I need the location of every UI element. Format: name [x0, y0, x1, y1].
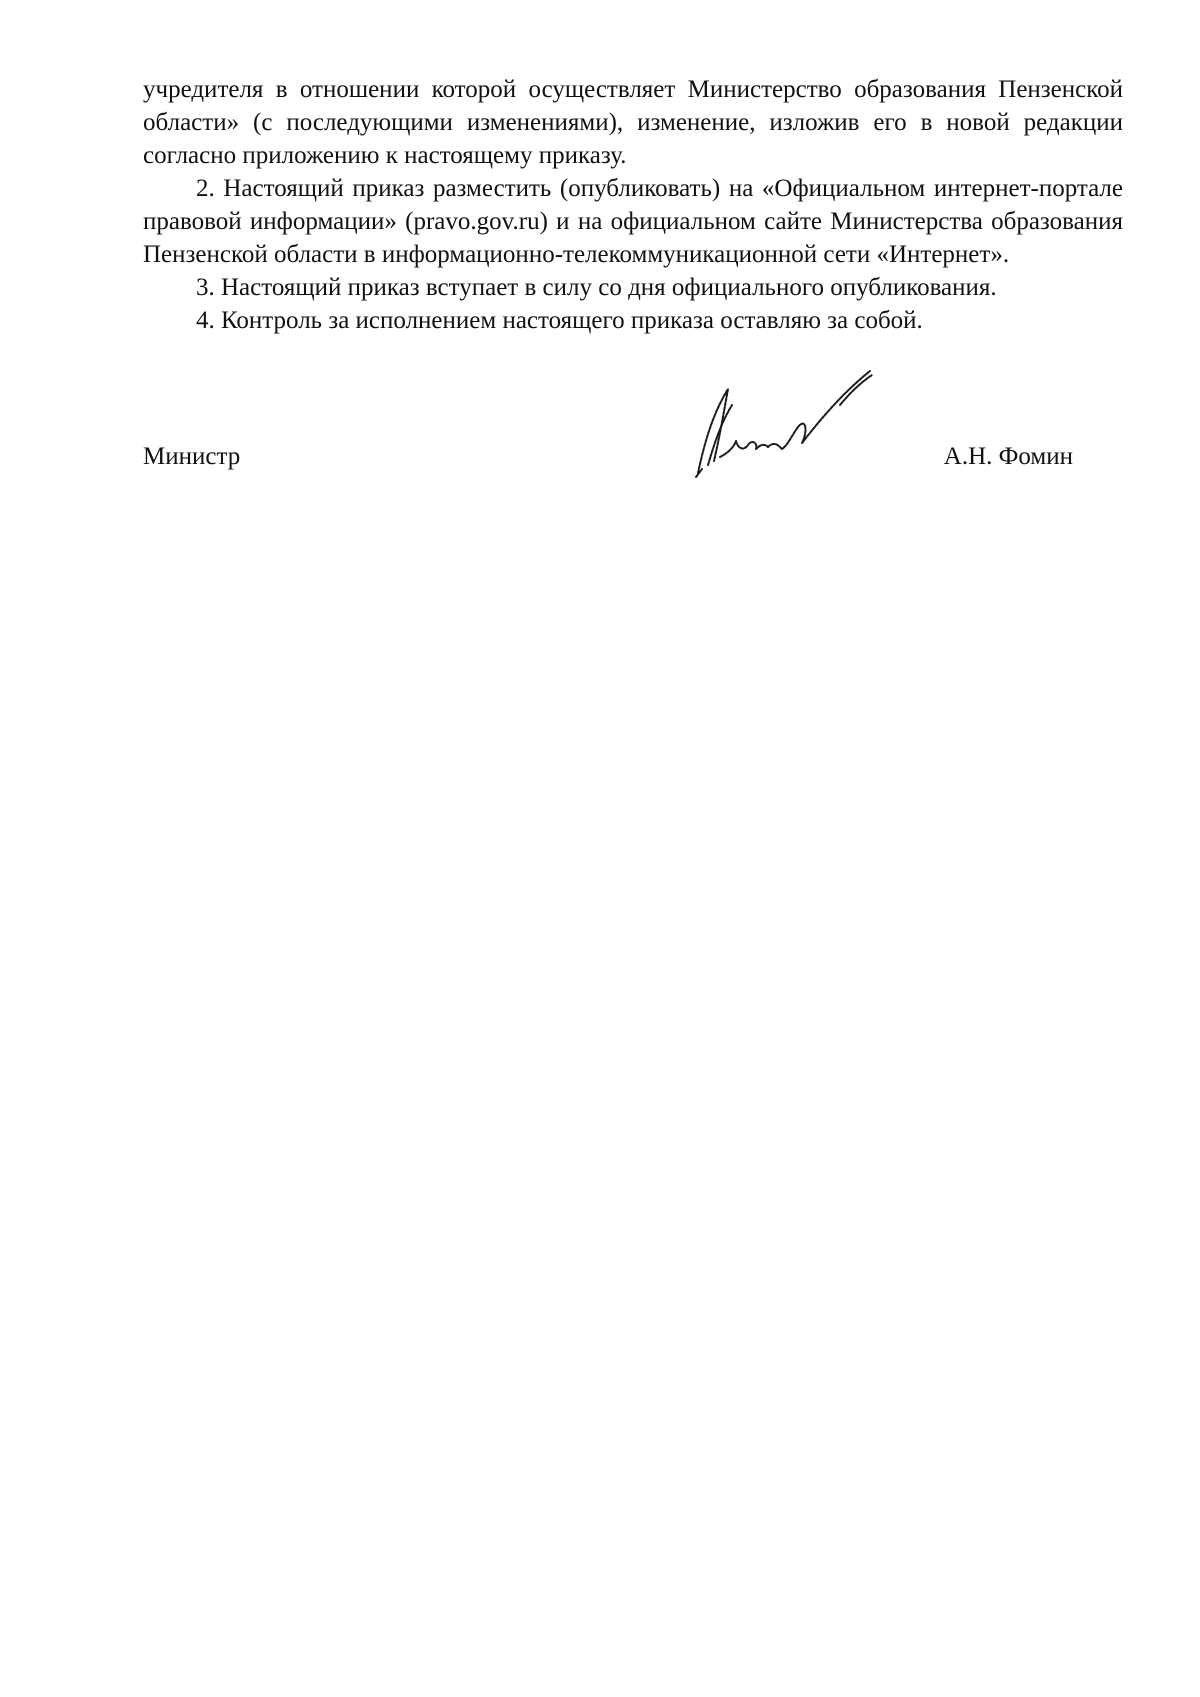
- signatory-title: Министр: [143, 443, 241, 470]
- document-body: [143, 73, 1123, 337]
- signatory-name: А.Н. Фомин: [943, 443, 1073, 470]
- paragraph-item-2: 2. Настоящий приказ разместить (опубликовать) на «Официальном интернет-портале правовой информации» (pravo.gov.ru) и на официальном сайте Министерства образования Пензенской области в информационно-телекоммуникационной сети «Интернет».: [143, 175, 1123, 268]
- signature-row: [143, 440, 1073, 480]
- paragraph-item-3: 3. Настоящий приказ вступает в силу со дня официального опубликования.: [196, 274, 997, 301]
- paragraph-continuation: учредителя в отношении которой осуществляет Министерство образования Пензенской области» (с последующими изменениями), изменение, изложив его в новой редакции согласно приложению к настоящему приказу.: [143, 76, 1123, 169]
- paragraph-item-4: 4. Контроль за исполнением настоящего приказа оставляю за собой.: [196, 307, 923, 334]
